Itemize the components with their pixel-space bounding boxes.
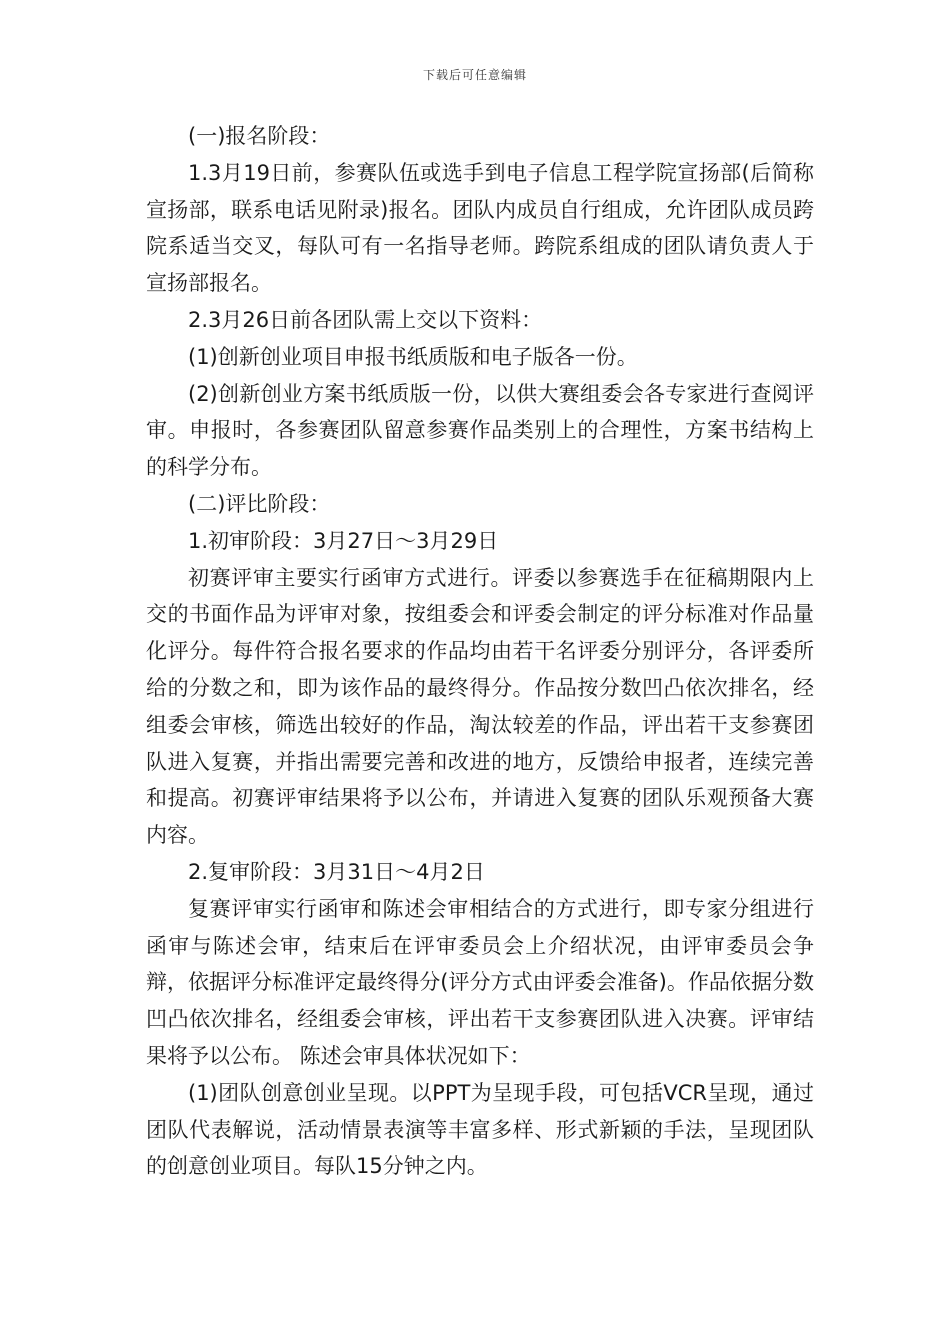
header-note: 下载后可任意编辑 xyxy=(422,68,527,82)
subheading-second-review: 2.复审阶段：3月31日～4月2日 xyxy=(188,859,485,884)
paragraph-second-review: 复赛评审实行函审和陈述会审相结合的方式进行，即专家分组进行函审与陈述会审，结束后在评审委员会上介绍状况，由评审委员会争辩，依据评分标准评定最终得分(评分方式由评委会准备)。作品依据分数凹凸依次排名，经组委会审核，评出若干支参赛团队进入决赛。评审结果将予以公布。 陈述会审具体状况如下： xyxy=(146,896,814,1068)
section-heading-registration: (一)报名阶段： xyxy=(188,124,331,148)
section-heading-evaluation: (二)评比阶段： xyxy=(188,491,331,516)
paragraph-registration-deadline: 1.3月19日前，参赛队伍或选手到电子信息工程学院宣扬部(后简称宣扬部，联系电话见附录)报名。团队内成员自行组成，允许团队成员跨院系适当交叉，每队可有一名指导老师。跨院系组成的团队请负责人于宣扬部报名。 xyxy=(146,160,814,296)
document-body xyxy=(146,118,814,1185)
subheading-preliminary-review: 1.初审阶段：3月27日～3月29日 xyxy=(188,528,499,553)
list-item-business-plan: (2)创新创业方案书纸质版一份，以供大赛组委会各专家进行查阅评审。申报时，各参赛团队留意参赛作品类别上的合理性，方案书结构上的科学分布。 xyxy=(146,381,814,480)
list-item-team-presentation: (1)团队创意创业呈现。以PPT为呈现手段，可包括VCR呈现，通过团队代表解说，活动情景表演等丰富多样、形式新颖的手法，呈现团队的创意创业项目。每队15分钟之内。 xyxy=(146,1080,814,1179)
list-item-application-form: (1)创新创业项目申报书纸质版和电子版各一份。 xyxy=(188,344,638,369)
paragraph-materials-deadline: 2.3月26日前各团队需上交以下资料： xyxy=(188,307,543,332)
paragraph-preliminary-review: 初赛评审主要实行函审方式进行。评委以参赛选手在征稿期限内上交的书面作品为评审对象，按组委会和评委会制定的评分标准对作品量化评分。每件符合报名要求的作品均由若干名评委分别评分，各评委所给的分数之和，即为该作品的最终得分。作品按分数凹凸依次排名，经组委会审核，筛选出较好的作品，淘汰较差的作品，评出若干支参赛团队进入复赛，并指出需要完善和改进的地方，反馈给申报者，连续完善和提高。初赛评审结果将予以公布，并请进入复赛的团队乐观预备大赛内容。 xyxy=(146,565,814,848)
